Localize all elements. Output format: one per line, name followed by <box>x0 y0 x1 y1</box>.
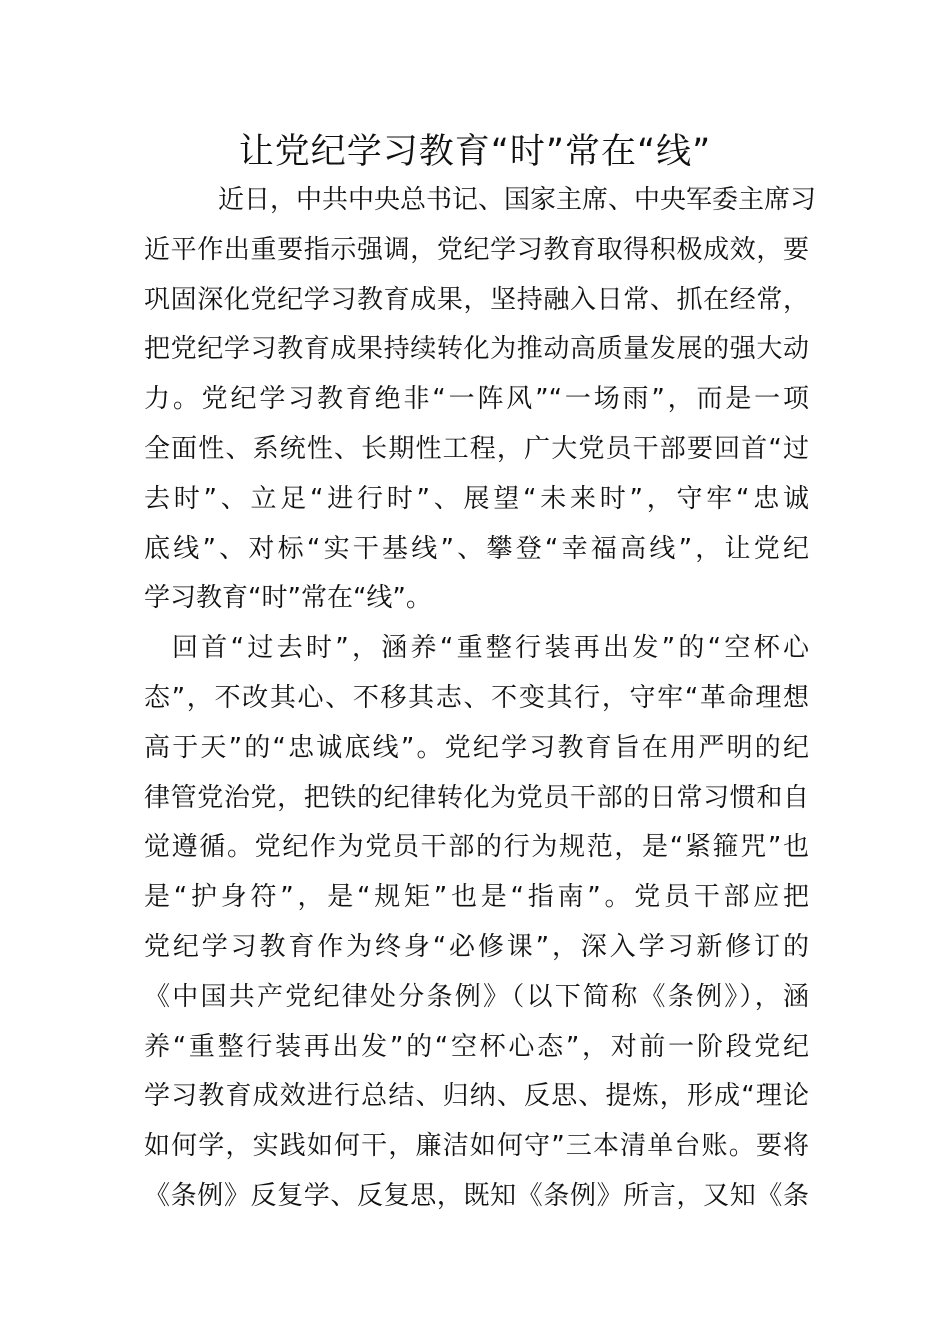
text-line: 回首“过去时”，涵养“重整行装再出发”的“空杯心 <box>172 633 809 664</box>
text-line: 高于天”的“忠诚底线”。党纪学习教育旨在用严明的纪 <box>144 732 809 763</box>
text-line: 《条例》反复学、反复思，既知《条例》所言，又知《条 <box>144 1180 809 1211</box>
text-line: 近日，中共中央总书记、国家主席、中央军委主席习 <box>218 185 817 215</box>
document-title: 让党纪学习教育“时”常在“线” <box>238 132 712 172</box>
text-line: 学习教育成效进行总结、归纳、反思、提炼，形成“理论 <box>144 1081 809 1112</box>
text-line: 党纪学习教育作为终身“必修课”，深入学习新修订的 <box>144 931 809 962</box>
text-line: 律管党治党，把铁的纪律转化为党员干部的日常习惯和自 <box>144 782 809 813</box>
text-line: 去时”、立足“进行时”、展望“未来时”，守牢“忠诚 <box>144 483 809 514</box>
paragraph-2 <box>144 624 809 1222</box>
text-line: 学习教育“时”常在“线”。 <box>144 583 432 614</box>
text-line: 养“重整行装再出发”的“空杯心态”，对前一阶段党纪 <box>144 1031 809 1062</box>
paragraph-1 <box>144 176 817 624</box>
text-line: 底线”、对标“实干基线”、攀登“幸福高线”，让党纪 <box>144 533 809 564</box>
document-body <box>144 176 817 1222</box>
text-line: 态”，不改其心、不移其志、不变其行，守牢“革命理想 <box>144 682 809 713</box>
text-line: 近平作出重要指示强调，党纪学习教育取得积极成效，要 <box>144 234 809 265</box>
text-line: 是“护身符”，是“规矩”也是“指南”。党员干部应把 <box>144 882 809 913</box>
text-line: 力。党纪学习教育绝非“一阵风”“一场雨”，而是一项 <box>144 384 809 415</box>
text-line: 巩固深化党纪学习教育成果，坚持融入日常、抓在经常， <box>144 284 809 315</box>
text-line: 觉遵循。党纪作为党员干部的行为规范，是“紧箍咒”也 <box>144 832 809 863</box>
text-line: 把党纪学习教育成果持续转化为推动高质量发展的强大动 <box>144 334 809 365</box>
text-line: 如何学，实践如何干，廉洁如何守”三本清单台账。要将 <box>144 1131 809 1162</box>
text-line: 全面性、系统性、长期性工程，广大党员干部要回首“过 <box>144 433 809 464</box>
text-line: 《中国共产党纪律处分条例》（以下简称《条例》），涵 <box>144 981 809 1012</box>
